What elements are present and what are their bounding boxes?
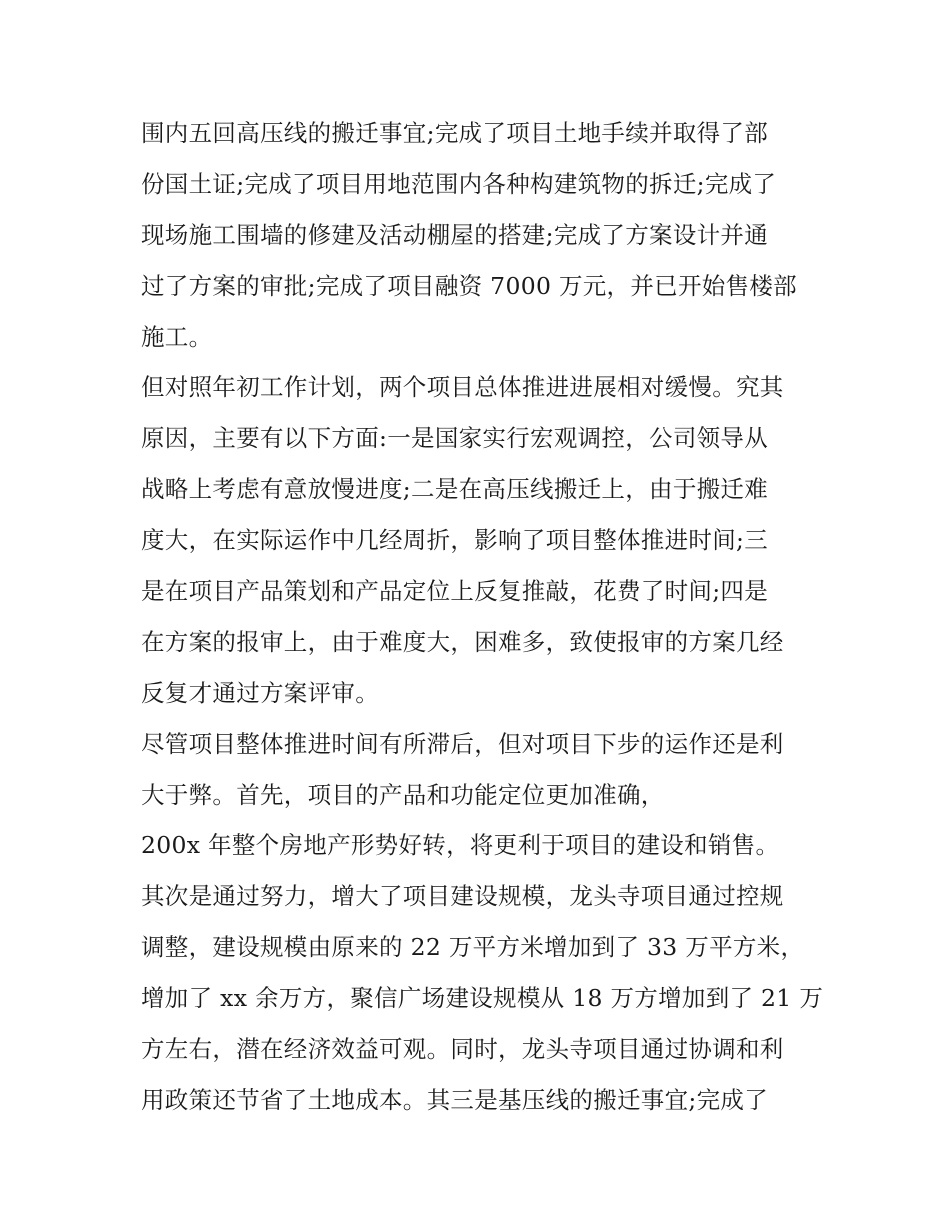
document-body [141, 108, 831, 1126]
text-line: 份国土证;完成了项目用地范围内各种构建筑物的拆迁;完成了 [141, 169, 777, 198]
text-line: 现场施工围墙的修建及活动棚屋的搭建;完成了方案设计并通 [141, 220, 769, 249]
text-line: 在方案的报审上，由于难度大，困难多，致使报审的方案几经 [141, 627, 784, 656]
text-line: 其次是通过努力，增大了项目建设规模，龙头寺项目通过控规 [141, 882, 784, 911]
text-line: 调整，建设规模由原来的 22 万平方米增加到了 33 万平方米， [141, 933, 805, 962]
text-line: 过了方案的审批;完成了项目融资 7000 万元，并已开始售楼部 [141, 271, 797, 300]
text-line: 围内五回高压线的搬迁事宜;完成了项目土地手续并取得了部 [141, 119, 769, 147]
text-line: 大于弊。首先，项目的产品和功能定位更加准确， [141, 780, 665, 809]
text-line: 施工。 [141, 322, 213, 351]
text-line: 用政策还节省了土地成本。其三是基压线的搬迁事宜;完成了 [141, 1085, 769, 1114]
text-line: 尽管项目整体推进时间有所滞后，但对项目下步的运作还是利 [141, 729, 784, 758]
text-line: 度大，在实际运作中几经周折，影响了项目整体推进时间;三 [141, 526, 769, 555]
text-line: 增加了 xx 余万方，聚信广场建设规模从 18 万方增加到了 21 万 [141, 984, 824, 1013]
text-line: 是在项目产品策划和产品定位上反复推敲，花费了时间;四是 [141, 577, 769, 606]
text-line: 原因，主要有以下方面:一是国家实行宏观调控，公司领导从 [141, 424, 769, 453]
text-line: 200x 年整个房地产形势好转，将更利于项目的建设和销售。 [141, 831, 780, 860]
text-line: 但对照年初工作计划，两个项目总体推进进展相对缓慢。究其 [141, 373, 784, 402]
text-line: 反复才通过方案评审。 [141, 678, 379, 707]
text-line: 战略上考虑有意放慢进度;二是在高压线搬迁上，由于搬迁难 [141, 475, 769, 504]
text-line: 方左右，潜在经济效益可观。同时，龙头寺项目通过协调和利 [141, 1035, 784, 1064]
